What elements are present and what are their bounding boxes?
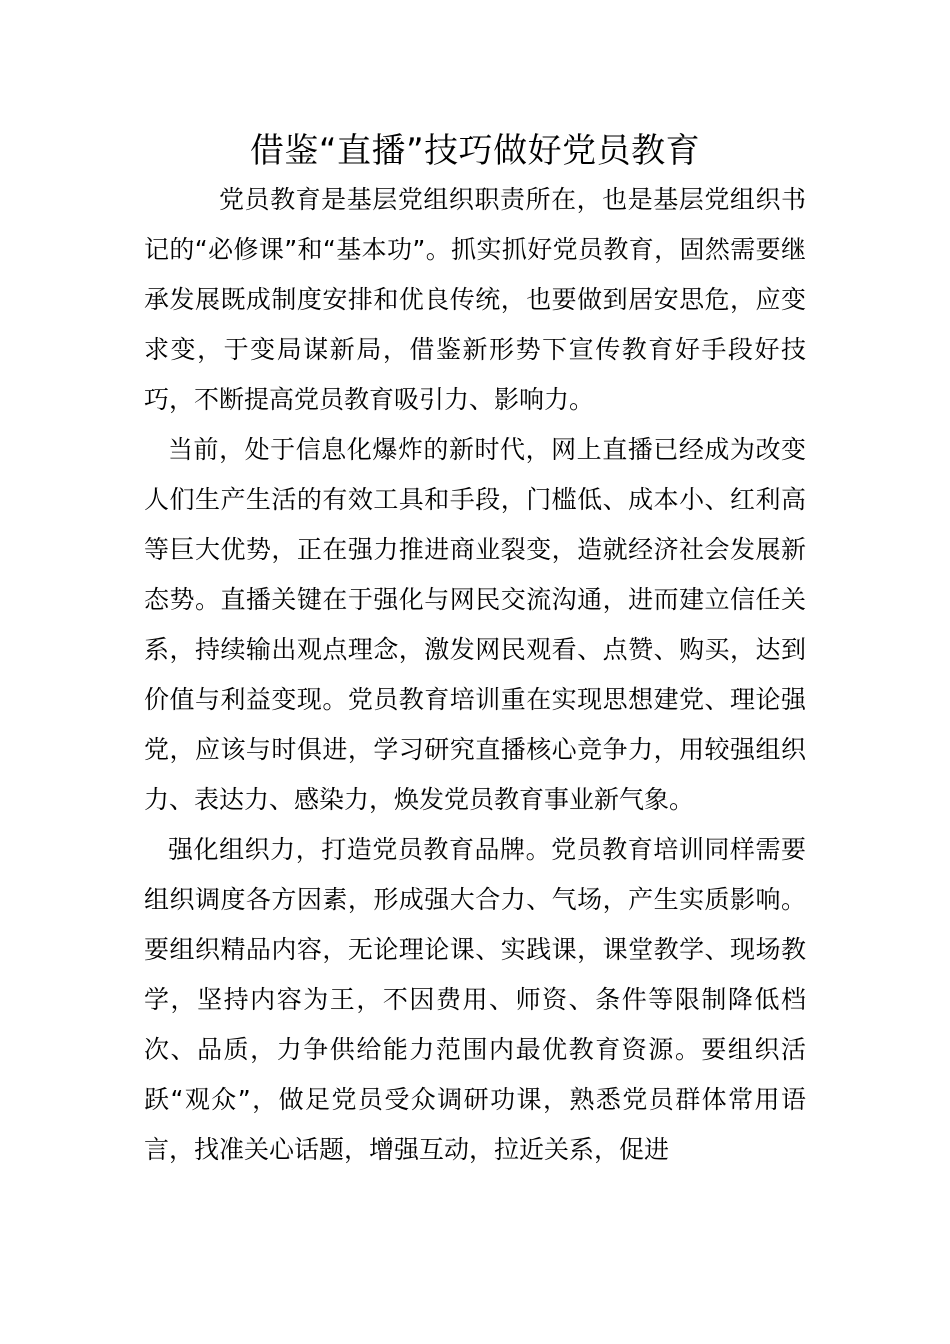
document-title: 借鉴“直播”技巧做好党员教育 bbox=[249, 131, 701, 171]
paragraph-intro: 党员教育是基层党组织职责所在，也是基层党组织书记的“必修课”和“基本功”。抓实抓好党员教育，固然需要继承发展既成制度安排和优良传统，也要做到居安思危，应变求变，于变局谋新局，借鉴新形势下宣传教育好手段好技巧，不断提高党员教育吸引力、影响力。 bbox=[144, 185, 806, 414]
document-body bbox=[144, 175, 806, 1175]
paragraph-organization: 强化组织力，打造党员教育品牌。党员教育培训同样需要组织调度各方因素，形成强大合力、气场，产生实质影响。要组织精品内容，无论理论课、实践课，课堂教学、现场教学，坚持内容为王，不因费用、师资、条件等限制降低档次、品质，力争供给能力范围内最优教育资源。要组织活跃“观众”，做足党员受众调研功课，熟悉党员群体常用语言，找准关心话题，增强互动，拉近关系，促进 bbox=[144, 835, 806, 1164]
paragraph-livestream-context: 当前，处于信息化爆炸的新时代，网上直播已经成为改变人们生产生活的有效工具和手段，门槛低、成本小、红利高等巨大优势，正在强力推进商业裂变，造就经济社会发展新态势。直播关键在于强化与网民交流沟通，进而建立信任关系，持续输出观点理念，激发网民观看、点赞、购买，达到价值与利益变现。党员教育培训重在实现思想建党、理论强党，应该与时俱进，学习研究直播核心竞争力，用较强组织力、表达力、感染力，焕发党员教育事业新气象。 bbox=[144, 435, 806, 814]
